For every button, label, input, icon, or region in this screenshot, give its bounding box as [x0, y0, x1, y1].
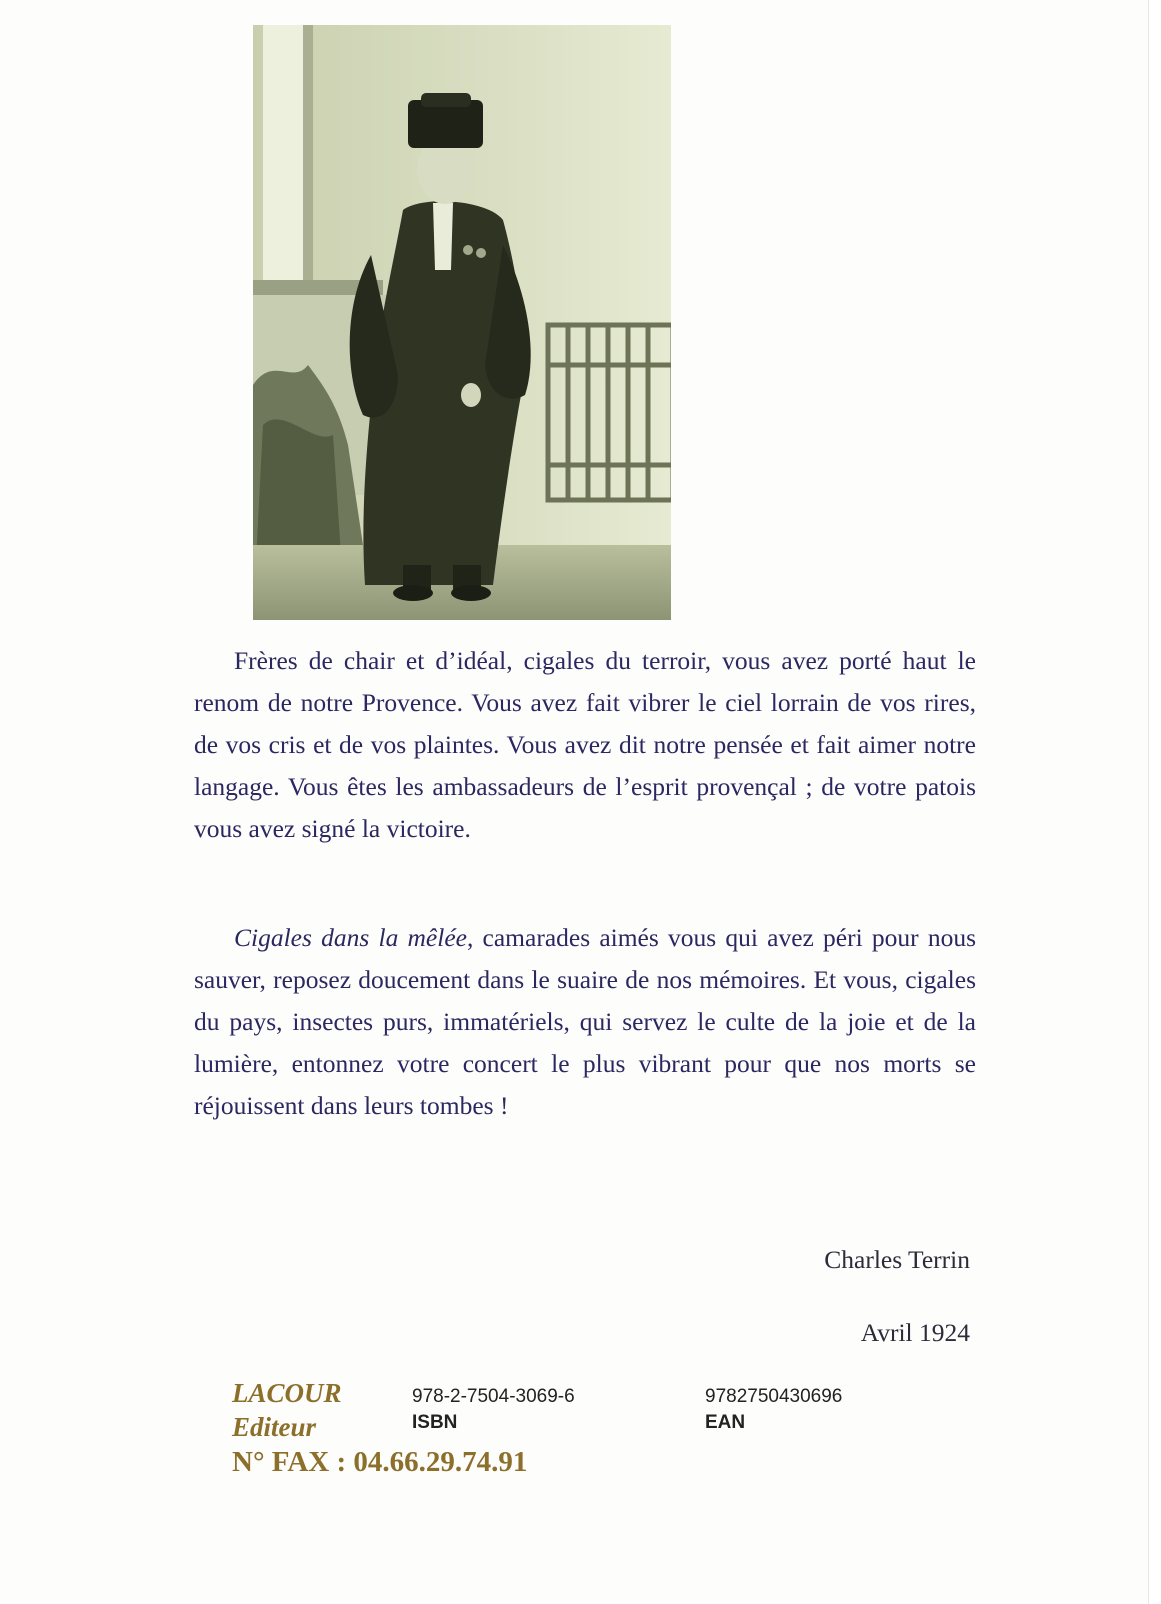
isbn-value: 978-2-7504-3069-6 [412, 1386, 575, 1407]
ean-block [705, 1384, 842, 1436]
paragraph-2-rest: , camarades aimés vous qui avez péri pour nous sauver, reposez doucement dans le suaire de nos mémoires. Et vous, cigales du pays, insectes purs, immatériels, qui servez le culte de la joie et de la lumière, entonnez votre concert le plus vibrant pour que nos morts se réjouissent dans leurs tombes ! [194, 923, 976, 1120]
fax-number: N° FAX : 04.66.29.74.91 [232, 1446, 528, 1478]
publisher-line-2: Editeur [232, 1412, 317, 1442]
paragraph-2 [194, 917, 976, 1127]
publisher-name [232, 1376, 342, 1444]
isbn-block [412, 1384, 575, 1436]
isbn-label: ISBN [412, 1412, 458, 1433]
portrait-photo [253, 25, 671, 620]
ean-label: EAN [705, 1412, 746, 1433]
ean-value: 9782750430696 [705, 1386, 843, 1407]
publisher-line-1: LACOUR [232, 1378, 342, 1408]
paragraph-1 [194, 640, 976, 850]
paragraph-2-text [194, 917, 976, 1127]
date: Avril 1924 [860, 1318, 970, 1347]
paragraph-2-italic-lead: Cigales dans la mêlée [234, 923, 467, 952]
signature: Charles Terrin [824, 1245, 970, 1274]
paragraph-1-text: Frères de chair et d’idéal, cigales du terroir, vous avez porté haut le renom de notre Provence. Vous avez fait vibrer le ciel lorrain de vos rires, de vos cris et de vos plaintes. Vous avez dit notre pensée et fait aimer notre langage. Vous êtes les ambassadeurs de l’esprit provençal ; de votre patois vous avez signé la victoire. [194, 646, 976, 843]
